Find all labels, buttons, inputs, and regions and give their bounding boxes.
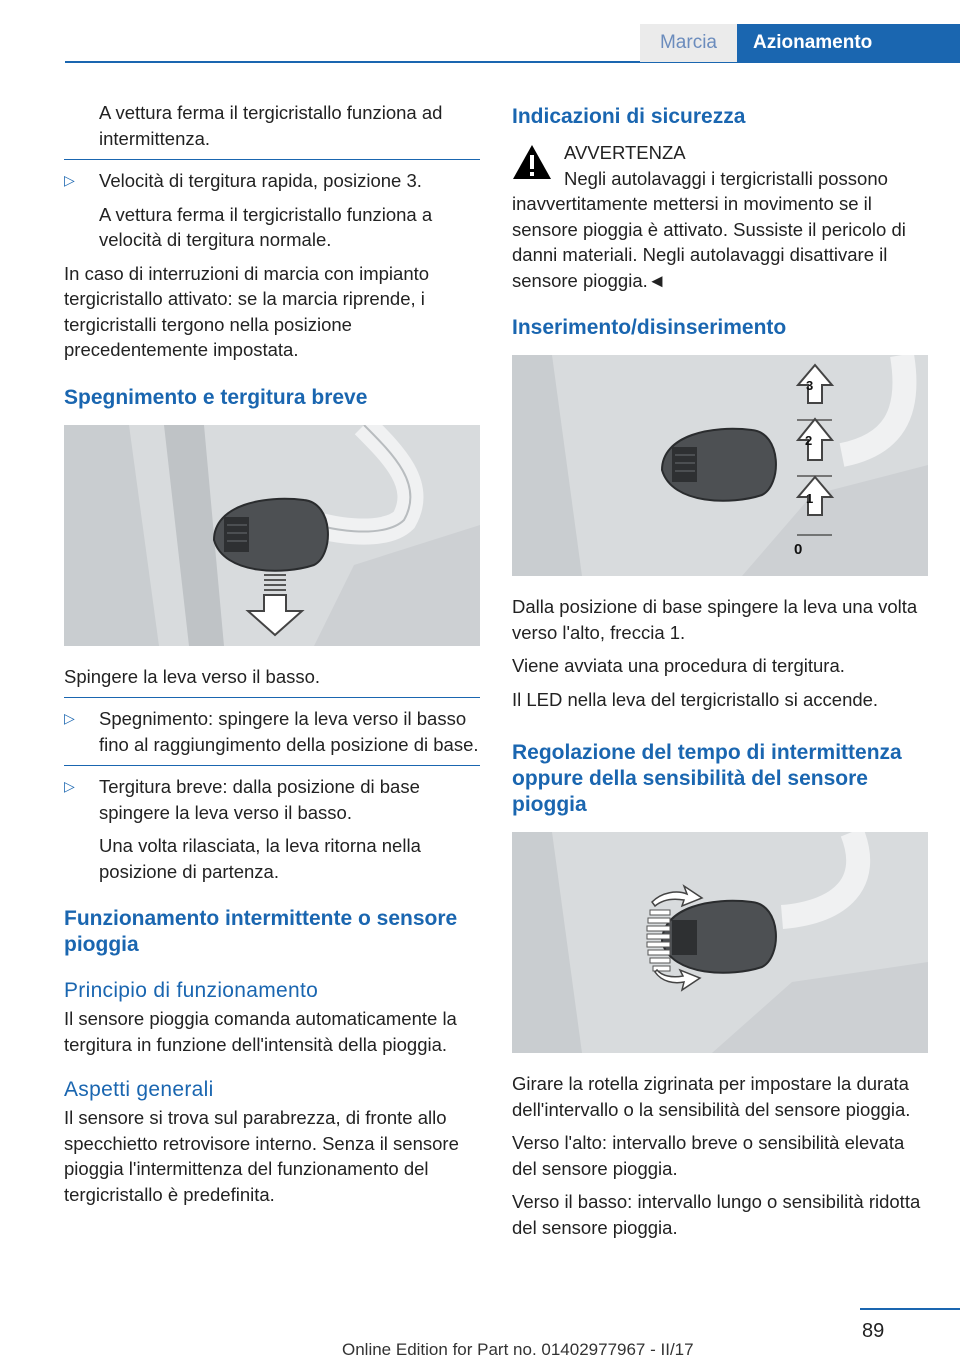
lever-up-figure xyxy=(512,355,928,576)
header-chapter-tab[interactable]: Azionamento xyxy=(737,24,960,62)
svg-text:2: 2 xyxy=(805,433,813,448)
svg-text:3: 3 xyxy=(806,378,814,393)
paragraph: A vettura ferma il tergicristallo funziona ad intermittenza. xyxy=(99,102,443,149)
bullet-item xyxy=(64,706,480,757)
page-number: 89 xyxy=(862,1320,885,1342)
bullet-item xyxy=(64,168,480,194)
edition-text: Online Edition for Part no. 01402977967 - II/17 xyxy=(342,1340,694,1359)
bullet-text: Tergitura breve: dalla posizione di base spingere la leva verso il basso. xyxy=(99,776,420,823)
triangle-bullet-icon: ▷ xyxy=(64,710,75,726)
warning-block xyxy=(512,140,928,166)
section-heading: Indicazioni di sicurezza xyxy=(512,105,746,128)
paragraph: Verso il basso: intervallo lungo o sensibilità ridotta del sensore pioggia. xyxy=(512,1191,921,1238)
warning-title: AVVERTENZA xyxy=(564,142,686,163)
bullet-text: Velocità di tergitura rapida, posizione 3. xyxy=(99,170,422,191)
triangle-bullet-icon: ▷ xyxy=(64,172,75,188)
separator xyxy=(64,697,480,698)
footer-line xyxy=(860,1308,960,1310)
bullet-text: Spegnimento: spingere la leva verso il basso fino al raggiungimento della posizione di base. xyxy=(99,708,479,755)
paragraph: In caso di interruzioni di marcia con impianto tergicristallo attivato: se la marcia riprende, i tergicristalli tergono nella posizione precedentemente impostata. xyxy=(64,262,430,360)
thumbwheel-figure xyxy=(512,832,928,1053)
separator xyxy=(64,159,480,160)
paragraph: Viene avviata una procedura di tergitura. xyxy=(512,655,845,676)
paragraph: Dalla posizione di base spingere la leva una volta verso l'alto, freccia 1. xyxy=(512,596,918,643)
paragraph: Verso l'alto: intervallo breve o sensibilità elevata del sensore pioggia. xyxy=(512,1132,905,1179)
section-heading: Inserimento/disinserimento xyxy=(512,316,787,339)
paragraph: Una volta rilasciata, la leva ritorna nella posizione di partenza. xyxy=(99,835,421,882)
separator xyxy=(64,765,480,766)
section-heading: Regolazione del tempo di intermittenza oppure della sensibilità del sensore pioggia xyxy=(512,741,902,816)
warning-triangle-icon xyxy=(512,144,552,180)
section-heading: Spegnimento e tergitura breve xyxy=(64,385,368,409)
subsection-heading: Principio di funzionamento xyxy=(64,979,319,1002)
paragraph: Spingere la leva verso il basso. xyxy=(64,665,321,687)
paragraph: Il LED nella leva del tergicristallo si accende. xyxy=(512,688,879,710)
right-column xyxy=(512,100,928,1248)
paragraph: Il sensore si trova sul parabrezza, di fronte allo specchietto retrovisore interno. Senza il sensore pioggia l'intermittenza del funzionamento del tergicristallo è predefinita. xyxy=(64,1107,459,1205)
warning-text: Negli autolavaggi i tergicristalli possono inavvertitamente mettersi in movimento se il sensore pioggia è attivato. Sussiste il pericolo di danni materiali. Negli autolavaggi disattivare il sensore pioggia.◄ xyxy=(512,167,906,291)
subsection-heading: Aspetti generali xyxy=(64,1078,214,1101)
header-section-tab[interactable]: Marcia xyxy=(640,24,737,62)
left-column xyxy=(64,100,480,1215)
paragraph: Il sensore pioggia comanda automaticamente la tergitura in funzione dell'intensità della pioggia. xyxy=(64,1008,457,1055)
bullet-item xyxy=(64,774,480,825)
section-heading: Funzionamento intermittente o sensore pioggia xyxy=(64,907,458,956)
lever-down-figure xyxy=(64,425,480,646)
svg-text:0: 0 xyxy=(794,541,803,558)
triangle-bullet-icon: ▷ xyxy=(64,778,75,794)
paragraph: Girare la rotella zigrinata per impostare la durata dell'intervallo o la sensibilità del sensore pioggia. xyxy=(512,1073,911,1120)
paragraph: A vettura ferma il tergicristallo funziona a velocità di tergitura normale. xyxy=(99,203,433,250)
svg-text:1: 1 xyxy=(806,491,814,506)
